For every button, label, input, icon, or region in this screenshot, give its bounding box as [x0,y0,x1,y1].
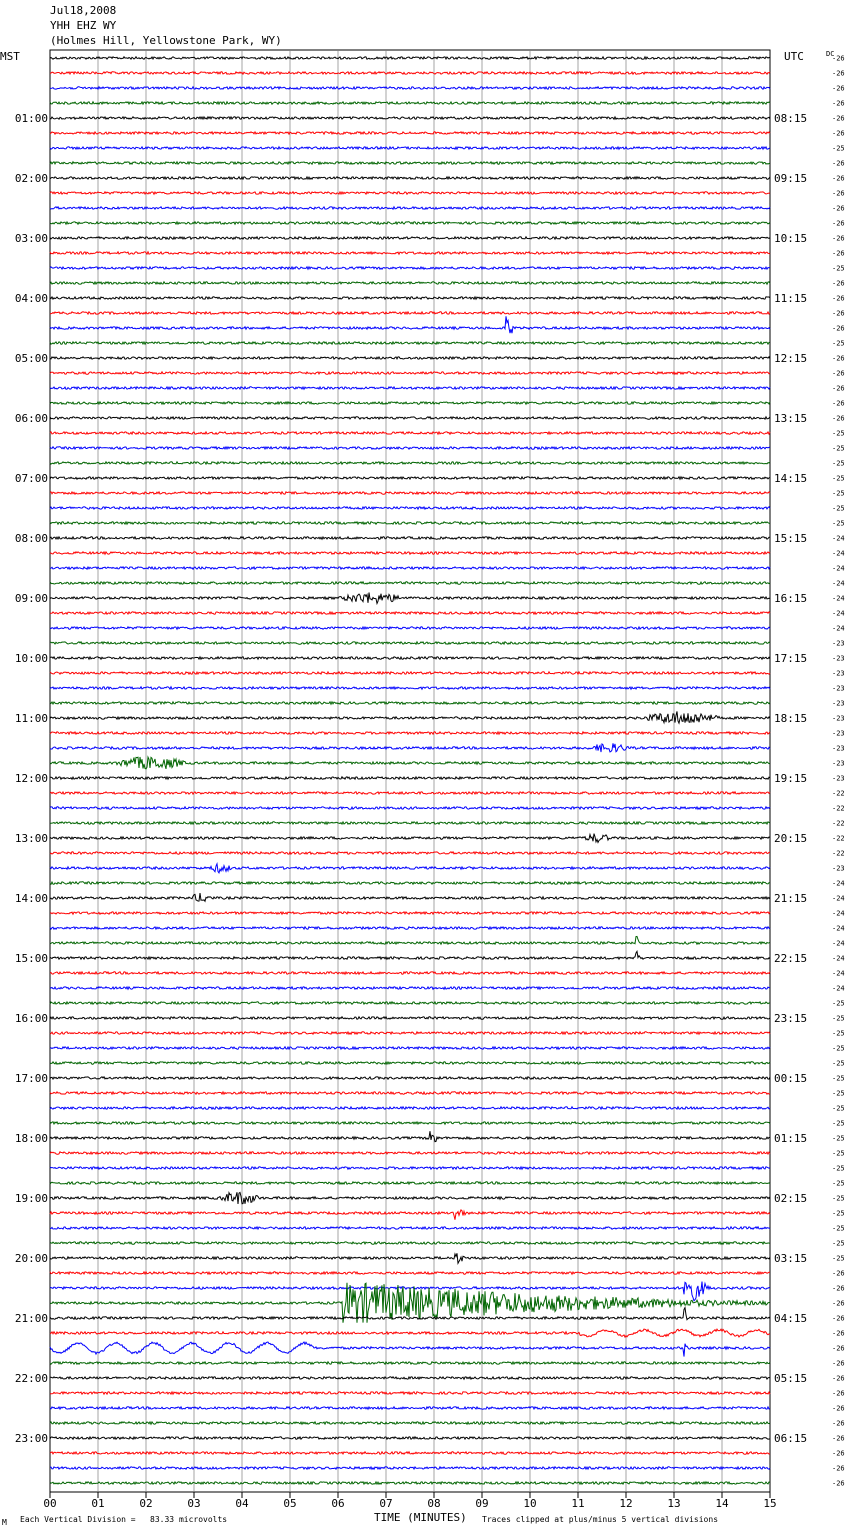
trace-row [50,567,770,569]
trace-row [50,1077,770,1079]
trace-row [50,757,770,769]
mst-hour-label: 22:00 [14,1372,48,1385]
mst-hour-label: 19:00 [14,1192,48,1205]
trace-row [50,864,770,873]
trace-row [50,387,770,389]
plot-date: Jul18,2008 [50,4,117,17]
utc-hour-label: 01:15 [774,1132,808,1145]
dc-offset-label: -22 [832,849,845,858]
station-location: (Holmes Hill, Yellowstone Park, WY) [50,34,282,47]
trace-row [50,1407,770,1409]
trace-row [50,1032,770,1034]
mst-hour-label: 20:00 [14,1252,48,1265]
trace-row [50,1002,770,1004]
dc-offset-label: -24 [832,879,845,888]
dc-offset-label: -26 [832,294,845,303]
mst-hour-label: 21:00 [14,1312,48,1325]
dc-offset-label: -23 [832,639,845,648]
trace-row [50,207,770,209]
mst-hour-label: 03:00 [14,232,48,245]
station-code: YHH EHZ WY [50,19,117,32]
utc-hour-label: 13:15 [774,412,808,425]
trace-row [50,1272,770,1274]
utc-hour-label: 04:15 [774,1312,808,1325]
dc-offset-label: -26 [832,384,845,393]
mst-hour-label: 04:00 [14,292,48,305]
trace-row [50,402,770,404]
dc-offset-label: -25 [832,264,845,273]
dc-offset-label: -25 [832,504,845,513]
dc-offset-label: -26 [832,1299,845,1308]
dc-offset-label: -26 [832,114,845,123]
mst-hour-label: 09:00 [14,592,48,605]
utc-hour-label: 14:15 [774,472,808,485]
dc-offset-label: -26 [832,1314,845,1323]
mst-hour-label: 13:00 [14,832,48,845]
trace-row [50,792,770,794]
x-tick-label: 12 [619,1497,633,1510]
trace-row [50,657,770,659]
dc-offset-label: -26 [832,324,845,333]
trace-row [50,702,770,704]
utc-hour-label: 22:15 [774,952,808,965]
trace-row [50,1210,770,1220]
mst-hour-label: 11:00 [14,712,48,725]
trace-row [50,1242,770,1244]
x-tick-label: 00 [43,1497,57,1510]
dc-offset-label: -23 [832,684,845,693]
utc-hour-label: 02:15 [774,1192,808,1205]
x-tick-label: 08 [427,1497,441,1510]
trace-row [50,552,770,554]
dc-offset-label: -24 [832,594,845,603]
trace-row [50,1131,770,1141]
trace-row [50,537,770,539]
mst-hour-label: 15:00 [14,952,48,965]
mst-hour-label: 14:00 [14,892,48,905]
dc-offset-label: -25 [832,1089,845,1098]
trace-row [50,342,770,344]
trace-row [50,852,770,854]
trace-row [50,1017,770,1019]
trace-row [50,1467,770,1469]
trace-row [50,593,770,604]
dc-offset-label: -25 [832,429,845,438]
x-tick-label: 07 [379,1497,393,1510]
trace-row [50,642,770,644]
trace-row [50,177,770,179]
dc-offset-label: -23 [832,729,845,738]
dc-offset-label: -25 [832,1224,845,1233]
trace-row [50,822,770,824]
utc-hour-label: 15:15 [774,532,808,545]
trace-row [50,777,770,779]
dc-offset-label: -25 [832,1029,845,1038]
trace-row [50,57,770,59]
trace-row [50,987,770,989]
x-axis-title: TIME (MINUTES) [374,1511,467,1524]
dc-offset-label: -26 [832,54,845,63]
mst-hour-label: 17:00 [14,1072,48,1085]
utc-hour-label: 23:15 [774,1012,808,1025]
dc-offset-label: -23 [832,744,845,753]
trace-row [50,132,770,134]
utc-hour-label: 21:15 [774,892,808,905]
dc-offset-label: -22 [832,834,845,843]
dc-offset-label: -25 [832,1014,845,1023]
dc-offset-label: -25 [832,1149,845,1158]
trace-row [50,1092,770,1094]
dc-offset-label: -25 [832,1119,845,1128]
mst-hour-label: 10:00 [14,652,48,665]
trace-row [50,927,770,929]
trace-row [50,492,770,494]
dc-offset-label: -25 [832,444,845,453]
utc-hour-label: 20:15 [774,832,808,845]
dc-offset-label: -24 [832,909,845,918]
trace-row [50,316,770,333]
dc-offset-label: -24 [832,534,845,543]
trace-row [50,147,770,149]
clip-note: Traces clipped at plus/minus 5 vertical divisions [482,1515,719,1524]
utc-hour-label: 09:15 [774,172,808,185]
trace-row [50,893,770,901]
dc-offset-label: -26 [832,69,845,78]
dc-offset-label: -26 [832,84,845,93]
dc-offset-label: -24 [832,609,845,618]
dc-offset-label: -26 [832,1389,845,1398]
dc-offset-label: -25 [832,339,845,348]
trace-row [50,1062,770,1064]
dc-offset-label: -24 [832,894,845,903]
x-tick-label: 01 [91,1497,105,1510]
x-tick-label: 15 [763,1497,777,1510]
trace-row [50,1342,770,1357]
trace-row [50,72,770,74]
trace-row [50,462,770,464]
trace-row [50,312,770,314]
dc-offset-label: -24 [832,969,845,978]
trace-row [50,687,770,689]
dc-offset-label: -24 [832,939,845,948]
trace-row [50,432,770,434]
dc-offset-label: -26 [832,129,845,138]
trace-row [50,1107,770,1109]
dc-offset-label: -25 [832,1179,845,1188]
dc-offset-label: -26 [832,159,845,168]
trace-row [50,711,770,723]
trace-row [50,252,770,254]
trace-row [50,237,770,239]
dc-offset-label: -26 [832,1359,845,1368]
trace-row [50,282,770,284]
trace-row [50,627,770,629]
dc-offset-label: -25 [832,1074,845,1083]
corner-mark: M [2,1518,7,1527]
trace-row [50,672,770,674]
trace-row [50,417,770,419]
dc-offset-label: -26 [832,1374,845,1383]
trace-row [50,1437,770,1439]
dc-offset-label: -26 [832,1434,845,1443]
trace-row [50,1377,770,1379]
dc-offset-label: -24 [832,984,845,993]
trace-row [50,162,770,164]
dc-offset-label: -26 [832,1344,845,1353]
trace-row [50,477,770,479]
trace-row [50,447,770,449]
mst-hour-label: 05:00 [14,352,48,365]
dc-offset-label: -26 [832,354,845,363]
x-tick-label: 10 [523,1497,537,1510]
dc-offset-label: -26 [832,414,845,423]
utc-hour-label: 12:15 [774,352,808,365]
mst-hour-label: 02:00 [14,172,48,185]
scale-note: Each Vertical Division = 83.33 microvolts [20,1515,228,1524]
dc-offset-label: -23 [832,759,845,768]
dc-offset-label: -26 [832,1449,845,1458]
trace-row [50,1192,770,1204]
utc-hour-label: 10:15 [774,232,808,245]
dc-offset-label: -26 [832,309,845,318]
x-tick-label: 11 [571,1497,585,1510]
utc-hour-label: 11:15 [774,292,808,305]
x-tick-label: 05 [283,1497,297,1510]
trace-row [50,1308,770,1320]
dc-offset-label: -25 [832,144,845,153]
trace-row [50,1422,770,1424]
dc-offset-label: -25 [832,1254,845,1263]
dc-offset-label: -25 [832,1059,845,1068]
trace-row [50,372,770,374]
dc-offset-label: -25 [832,1104,845,1113]
x-tick-label: 04 [235,1497,249,1510]
trace-row [50,357,770,359]
trace-row [50,222,770,224]
utc-hour-label: 00:15 [774,1072,808,1085]
x-tick-label: 09 [475,1497,489,1510]
x-tick-label: 03 [187,1497,201,1510]
dc-offset-label: -26 [832,279,845,288]
mst-hour-label: 18:00 [14,1132,48,1145]
trace-row [50,582,770,584]
dc-offset-label: -26 [832,1284,845,1293]
dc-offset-label: -26 [832,249,845,258]
trace-row [50,1152,770,1154]
dc-offset-label: -23 [832,864,845,873]
dc-offset-label: -25 [832,489,845,498]
dc-offset-label: -24 [832,564,845,573]
trace-row [50,882,770,884]
dc-offset-label: -26 [832,369,845,378]
dc-offset-label: -22 [832,789,845,798]
dc-offset-label: -25 [832,1044,845,1053]
trace-row [50,192,770,194]
plot-frame [50,50,770,1492]
dc-offset-label: -26 [832,399,845,408]
trace-row [50,1182,770,1184]
x-tick-label: 06 [331,1497,345,1510]
dc-offset-label: -26 [832,219,845,228]
trace-row [50,936,770,944]
dc-offset-label: -26 [832,204,845,213]
trace-row [50,951,770,959]
dc-offset-label: -23 [832,714,845,723]
trace-row [50,612,770,614]
dc-offset-label: -26 [832,189,845,198]
utc-hour-label: 06:15 [774,1432,808,1445]
dc-offset-label: -25 [832,474,845,483]
dc-offset-label: -24 [832,549,845,558]
dc-offset-label: -23 [832,699,845,708]
dc-offset-label: -24 [832,924,845,933]
dc-offset-label: -22 [832,804,845,813]
dc-offset-label: -26 [832,174,845,183]
trace-row [50,297,770,299]
x-tick-label: 13 [667,1497,681,1510]
dc-offset-label: -24 [832,624,845,633]
trace-row [50,743,770,752]
trace-row [50,102,770,104]
x-tick-label: 02 [139,1497,153,1510]
utc-hour-label: 03:15 [774,1252,808,1265]
trace-row [50,732,770,734]
dc-offset-label: -25 [832,1209,845,1218]
trace-row [50,522,770,524]
dc-offset-label: -26 [832,1479,845,1488]
trace-row [50,1167,770,1169]
dc-offset-label: -25 [832,1164,845,1173]
mst-hour-label: 16:00 [14,1012,48,1025]
utc-hour-label: 19:15 [774,772,808,785]
trace-row [50,1253,770,1263]
utc-hour-label: 08:15 [774,112,808,125]
dc-offset-label: -23 [832,774,845,783]
dc-offset-label: -24 [832,579,845,588]
mst-hour-label: 06:00 [14,412,48,425]
x-tick-label: 14 [715,1497,729,1510]
trace-row [50,507,770,509]
trace-row [50,912,770,914]
utc-hour-label: 17:15 [774,652,808,665]
mst-hour-label: 01:00 [14,112,48,125]
dc-offset-label: -26 [832,1269,845,1278]
mst-hour-label: 23:00 [14,1432,48,1445]
dc-header: DC [826,50,835,58]
trace-row [50,972,770,974]
trace-row [50,1047,770,1049]
trace-row [50,1452,770,1454]
trace-row [50,1329,770,1337]
utc-hour-label: 16:15 [774,592,808,605]
dc-offset-label: -25 [832,1194,845,1203]
trace-row [50,1227,770,1229]
dc-offset-label: -26 [832,1464,845,1473]
dc-offset-label: -22 [832,819,845,828]
trace-row [50,807,770,809]
dc-offset-label: -24 [832,954,845,963]
trace-row [50,1392,770,1394]
trace-row [50,1122,770,1124]
trace-row [50,1482,770,1484]
trace-row [50,87,770,89]
mst-hour-label: 12:00 [14,772,48,785]
left-timezone-label: MST [0,50,20,63]
dc-offset-label: -26 [832,1404,845,1413]
trace-row [50,834,770,843]
right-timezone-label: UTC [784,50,804,63]
mst-hour-label: 08:00 [14,532,48,545]
dc-offset-label: -25 [832,1134,845,1143]
dc-offset-label: -26 [832,234,845,243]
trace-row [50,267,770,269]
dc-offset-label: -26 [832,1419,845,1428]
trace-row [50,1362,770,1364]
dc-offset-label: -26 [832,1329,845,1338]
utc-hour-label: 05:15 [774,1372,808,1385]
dc-offset-label: -25 [832,1239,845,1248]
dc-offset-label: -23 [832,669,845,678]
utc-hour-label: 18:15 [774,712,808,725]
dc-offset-label: -25 [832,519,845,528]
mst-hour-label: 07:00 [14,472,48,485]
dc-offset-label: -23 [832,654,845,663]
trace-row [50,117,770,119]
dc-offset-label: -26 [832,99,845,108]
dc-offset-label: -25 [832,999,845,1008]
dc-offset-label: -25 [832,459,845,468]
